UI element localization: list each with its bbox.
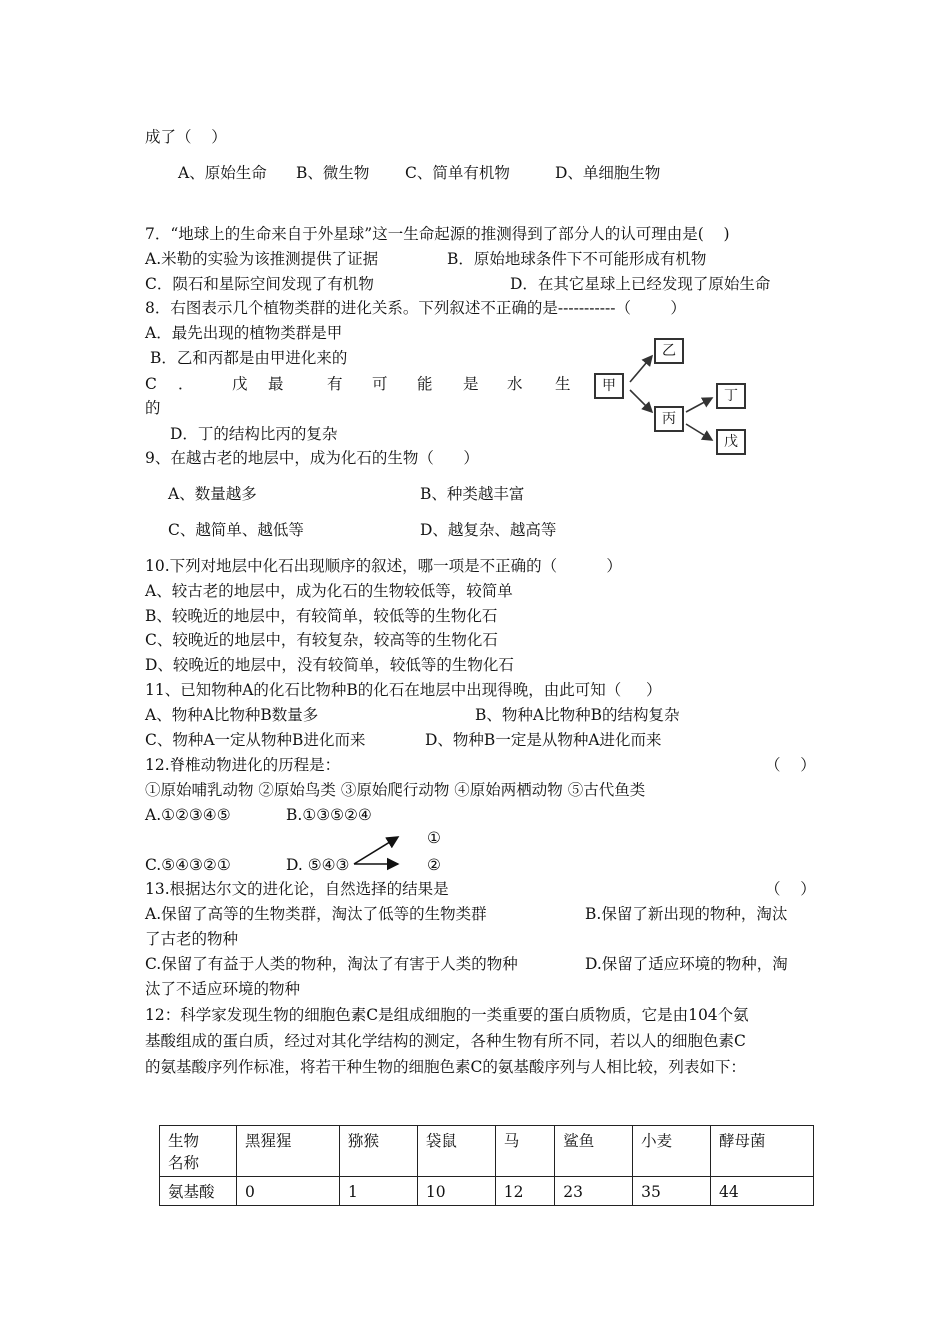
q6-option-d: D、单细胞生物 xyxy=(555,164,661,182)
value-cell: 0 xyxy=(237,1177,340,1206)
q9-stem: 9、在越古老的地层中，成为化石的生物（ ） xyxy=(145,449,479,467)
q8-option-c-char: 能 xyxy=(417,375,433,393)
header-bottom: 名称 xyxy=(168,1154,200,1172)
q8-option-b: B．乙和丙都是由甲进化来的 xyxy=(150,349,348,367)
q6-option-b: B、微生物 xyxy=(296,164,370,182)
evolution-tree-diagram xyxy=(574,332,760,462)
node-ding: 丁 xyxy=(716,383,746,409)
q12-branch-top: ① xyxy=(427,829,441,847)
species-cell: 马 xyxy=(495,1126,555,1177)
species-cell: 袋鼠 xyxy=(417,1126,495,1177)
q13-option-b: B.保留了新出现的物种，淘汰 xyxy=(585,905,788,923)
table-header-label xyxy=(160,1126,237,1177)
q8-option-c-char: 有 xyxy=(327,375,343,393)
q7-option-b: B．原始地球条件下不可能形成有机物 xyxy=(447,250,707,268)
q13-bracket: （ ） xyxy=(765,880,816,898)
q7-option-d: D．在其它星球上已经发现了原始生命 xyxy=(510,275,771,293)
q10-option-c: C、较晚近的地层中，有较复杂，较高等的生物化石 xyxy=(145,631,498,649)
species-cell: 猕猴 xyxy=(339,1126,417,1177)
q7-stem: 7．“地球上的生命来自于外星球”这一生命起源的推测得到了部分人的认可理由是( ) xyxy=(145,225,730,243)
q11-option-b: B、物种A比物种B的结构复杂 xyxy=(475,706,680,724)
q12-option-d: D. ⑤④③ xyxy=(286,856,350,874)
q10-option-b: B、较晚近的地层中，有较简单，较低等的生物化石 xyxy=(145,607,498,625)
q8-option-c-char: 是 xyxy=(463,375,479,393)
q8-option-c-char: ． xyxy=(178,375,194,393)
q9-option-a: A、数量越多 xyxy=(168,485,257,503)
species-cell: 小麦 xyxy=(633,1126,711,1177)
cyto-paragraph-line1: 12：科学家发现生物的细胞色素C是组成细胞的一类重要的蛋白质物质，它是由104个氨 xyxy=(145,1006,749,1024)
q8-option-c-char: 生 xyxy=(555,375,571,393)
value-cell: 23 xyxy=(555,1177,633,1206)
q12-branch-arrows xyxy=(340,812,410,872)
arrow-bing-ding xyxy=(686,398,712,412)
q10-stem: 10.下列对地层中化石出现顺序的叙述，哪一项是不正确的（ ） xyxy=(145,557,622,575)
q12-option-b: B.①③⑤②④ xyxy=(286,806,372,824)
q11-option-d: D、物种B一定是从物种A进化而来 xyxy=(425,731,662,749)
q8-option-c-tail: 的 xyxy=(145,399,161,417)
q7-option-c: C．陨石和星际空间发现了有机物 xyxy=(145,275,374,293)
table-row xyxy=(160,1177,814,1206)
q9-option-b: B、种类越丰富 xyxy=(420,485,525,503)
value-cell: 44 xyxy=(710,1177,813,1206)
q9-option-c: C、越简单、越低等 xyxy=(168,521,304,539)
species-cell: 鲨鱼 xyxy=(555,1126,633,1177)
q12-branch-bottom: ② xyxy=(427,856,441,874)
q8-option-c-char: C xyxy=(145,375,157,393)
q10-option-a: A、较古老的地层中，成为化石的生物较低等，较简单 xyxy=(145,582,513,600)
q10-option-d: D、较晚近的地层中，没有较简单，较低等的生物化石 xyxy=(145,656,514,674)
q13-option-d: D.保留了适应环境的物种，淘 xyxy=(585,955,788,973)
q8-option-c-char: 水 xyxy=(507,375,523,393)
q7-option-a: A.米勒的实验为该推测提供了证据 xyxy=(145,250,379,268)
q12-bracket: （ ） xyxy=(765,756,816,774)
amino-acid-table xyxy=(159,1125,814,1206)
q6-option-c: C、简单有机物 xyxy=(405,164,510,182)
value-cell: 1 xyxy=(339,1177,417,1206)
q13-option-d-cont: 汰了不适应环境的物种 xyxy=(145,980,301,998)
q12-items: ①原始哺乳动物 ②原始鸟类 ③原始爬行动物 ④原始两栖动物 ⑤古代鱼类 xyxy=(145,781,646,799)
q12-option-a: A.①②③④⑤ xyxy=(145,806,231,824)
q11-option-c: C、物种A一定从物种B进化而来 xyxy=(145,731,366,749)
value-cell: 35 xyxy=(633,1177,711,1206)
q13-stem: 13.根据达尔文的进化论，自然选择的结果是 xyxy=(145,880,449,898)
node-jia: 甲 xyxy=(594,373,624,399)
header-top: 生物 xyxy=(168,1132,200,1150)
q11-option-a: A、物种A比物种B数量多 xyxy=(145,706,319,724)
q13-option-a: A.保留了高等的生物类群，淘汰了低等的生物类群 xyxy=(145,905,487,923)
q6-tail: 成了（ ） xyxy=(145,128,227,146)
node-yi: 乙 xyxy=(654,338,684,364)
q13-option-b-cont: 了古老的物种 xyxy=(145,930,239,948)
cyto-paragraph-line3: 的氨基酸序列作标准，将若干种生物的细胞色素C的氨基酸序列与人相比较，列表如下： xyxy=(145,1058,746,1076)
value-cell: 10 xyxy=(417,1177,495,1206)
q9-option-d: D、越复杂、越高等 xyxy=(420,521,557,539)
q8-option-c-char: 可 xyxy=(372,375,388,393)
species-cell: 酵母菌 xyxy=(710,1126,813,1177)
q8-stem: 8．右图表示几个植物类群的进化关系。下列叙述不正确的是-----------（ ） xyxy=(145,299,686,317)
q8-option-c-char: 戊 xyxy=(232,375,248,393)
q8-option-d: D．丁的结构比丙的复杂 xyxy=(170,425,338,443)
q13-option-c: C.保留了有益于人类的物种，淘汰了有害于人类的物种 xyxy=(145,955,518,973)
q12-option-c: C.⑤④③②① xyxy=(145,856,231,874)
arrow-bing-wu xyxy=(686,424,712,440)
cyto-paragraph-line2: 基酸组成的蛋白质，经过对其化学结构的测定，各种生物有所不同，若以人的细胞色素C xyxy=(145,1032,746,1050)
q12-stem: 12.脊椎动物进化的历程是： xyxy=(145,756,341,774)
arrow-jia-bing xyxy=(630,390,652,412)
arrow-jia-yi xyxy=(630,356,652,382)
q8-option-c-char: 最 xyxy=(268,375,284,393)
node-wu: 戊 xyxy=(716,429,746,455)
row-label: 氨基酸 xyxy=(160,1177,237,1206)
value-cell: 12 xyxy=(495,1177,555,1206)
species-cell: 黑猩猩 xyxy=(237,1126,340,1177)
node-bing: 丙 xyxy=(654,406,684,432)
q11-stem: 11、已知物种A的化石比物种B的化石在地层中出现得晚，由此可知（ ） xyxy=(145,681,662,699)
q6-option-a: A、原始生命 xyxy=(178,164,267,182)
table-header-row xyxy=(160,1126,814,1177)
q8-option-a: A．最先出现的植物类群是甲 xyxy=(145,324,343,342)
